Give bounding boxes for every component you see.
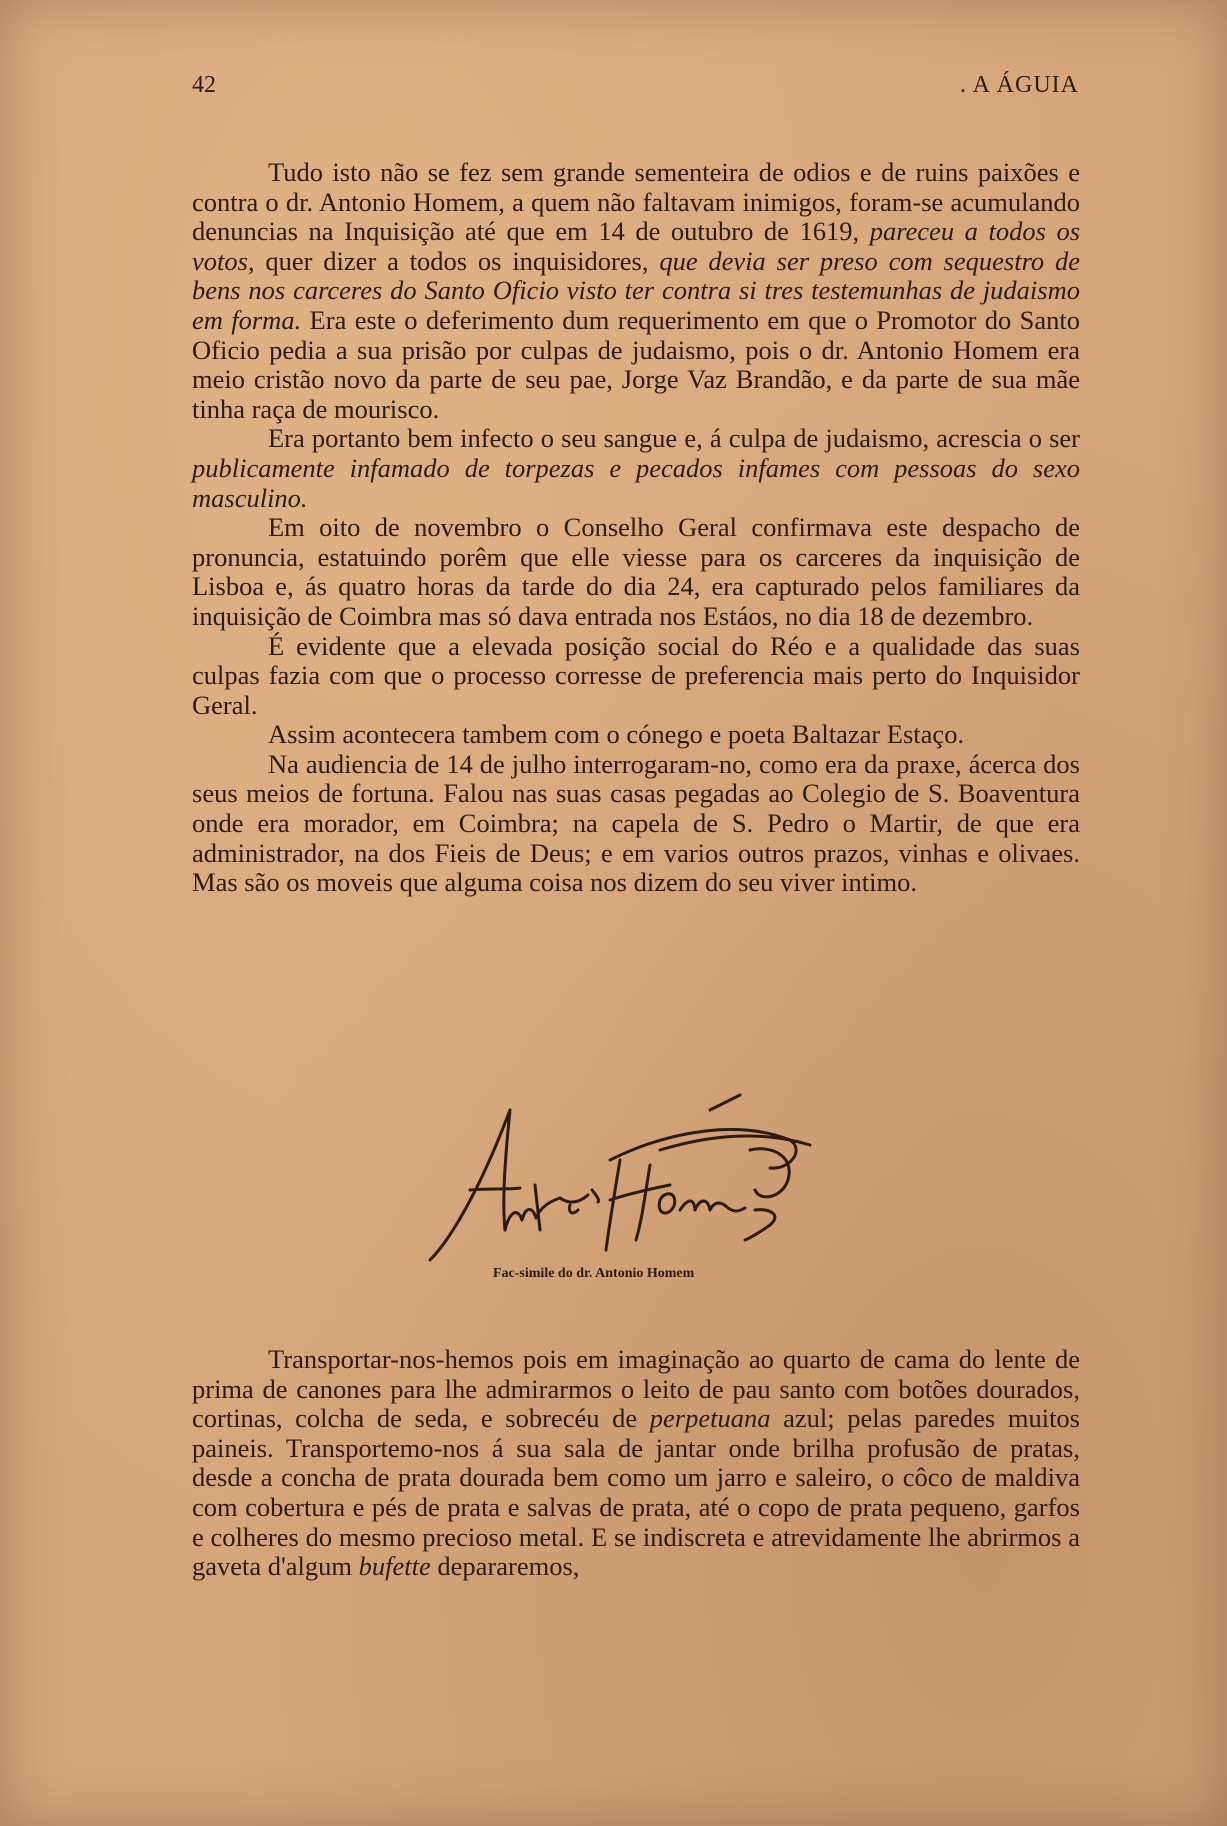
text-run: Em oito de novembro o Conselho Geral confirmava este despacho de pronuncia, estatuindo porêm que elle viesse para os carceres da inquisição de Lisboa e, ás quatro horas da tarde do dia 24, era capturado pelos familiares da inquisição de Coimbra mas só dava entrada nos Estáos, no dia 18 de dezembro. bbox=[192, 512, 1080, 631]
journal-title: . A ÁGUIA bbox=[959, 72, 1079, 98]
italic-text: bufette bbox=[358, 1551, 431, 1582]
paragraph bbox=[192, 424, 1080, 513]
page-number: 42 bbox=[192, 72, 216, 98]
text-run: Era este o deferimento dum requerimento em que o Promotor do Santo Oficio pedia a sua prisão por culpas de judaismo, pois o dr. Antonio Homem era meio cristão novo da parte de seu pae, Jorge Vaz Brandão, e da parte de sua mãe tinha raça de mourisco. bbox=[192, 304, 1080, 424]
text-run: azul; pelas paredes muitos paineis. Transportemo-nos á sua sala de jantar onde brilha profusão de pratas, desde a concha de prata dourada bem como um jarro e saleiro, o côco de maldiva com cobertura e pés de prata e salvas de prata, até o copo de prata pequeno, garfos e colheres do mesmo precioso metal. E se indiscreta e atrevidamente lhe abrirmos a gaveta d'algum bbox=[192, 1403, 1080, 1582]
signature-facsimile bbox=[410, 1090, 890, 1275]
italic-text: pareceu a todos os votos, bbox=[192, 216, 1081, 276]
page-header bbox=[192, 72, 1079, 99]
text-run: É evidente que a elevada posição social do Réo e a qualidade das suas culpas fazia com que o processo corresse de preferencia mais perto do Inquisidor Geral. bbox=[192, 630, 1080, 720]
body-text-section-2 bbox=[192, 1345, 1080, 1582]
text-run: quer dizer a todos os inquisidores, bbox=[254, 245, 660, 276]
text-run: Transportar-nos-hemos pois em imaginação ao quarto de cama do lente de prima de canones para lhe admirarmos o leito de pau santo com botões dourados, cortinas, colcha de seda, e sobrecéu de bbox=[192, 1344, 1080, 1434]
italic-text: publicamente infamado de torpezas e pecados infames com pessoas do sexo masculino. bbox=[192, 452, 1080, 513]
paragraph bbox=[192, 1345, 1080, 1582]
text-run: Era portanto bem infecto o seu sangue e, á culpa de judaismo, acrescia o ser bbox=[268, 423, 1080, 454]
paragraph bbox=[192, 720, 1080, 750]
paragraph bbox=[192, 750, 1080, 898]
text-run: depararemos, bbox=[430, 1551, 580, 1582]
text-run: Na audiencia de 14 de julho interrogaram-no, como era da praxe, ácerca dos seus meios de fortuna. Falou nas suas casas pegadas ao Colegio de S. Boaventura onde era morador, em Coimbra; na capela de S. Pedro o Martir, de que era administrador, na dos Fieis de Deus; e em varios outros prazos, vinhas e olivaes. Mas são os moveis que alguma coisa nos dizem do seu viver intimo. bbox=[192, 748, 1080, 898]
body-text-section-1 bbox=[192, 158, 1080, 898]
paragraph bbox=[192, 158, 1080, 424]
paragraph bbox=[192, 632, 1080, 721]
paragraph bbox=[192, 513, 1080, 631]
text-run: Tudo isto não se fez sem grande sementeira de odios e de ruins paixões e contra o dr. Antonio Homem, a quem não faltavam inimigos, foram-se acumulando denuncias na Inquisição até que em 14 de outubro de 1619, bbox=[192, 157, 1080, 247]
text-run: Assim acontecera tambem com o cónego e poeta Baltazar Estaço. bbox=[268, 719, 965, 750]
italic-text: que devia ser preso com sequestro de bens nos carceres do Santo Oficio visto ter contra si tres testemunhas de judaismo em forma. bbox=[192, 245, 1080, 335]
signature-caption: Fac-simile do dr. Antonio Homem bbox=[493, 1266, 695, 1281]
italic-text: perpetuana bbox=[649, 1403, 771, 1434]
